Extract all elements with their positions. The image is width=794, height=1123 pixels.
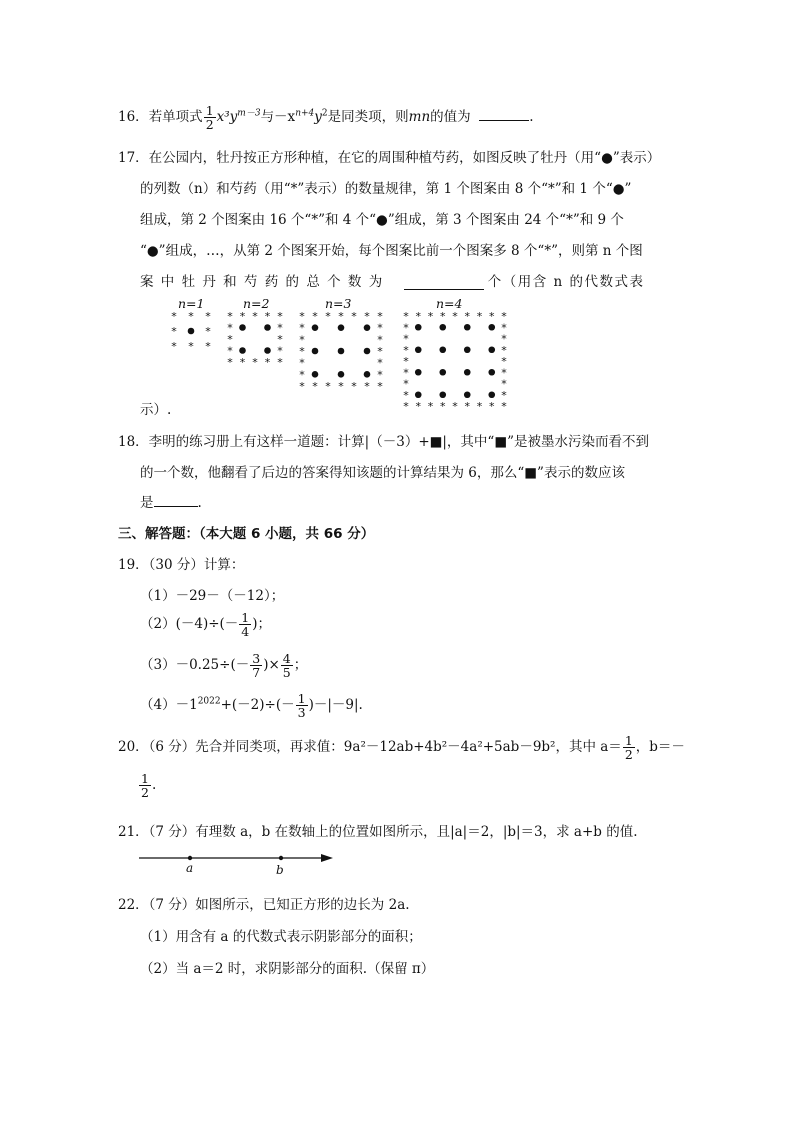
peony-dot <box>364 324 371 331</box>
peony-herb-star: * <box>501 355 507 368</box>
peony-herb-star: * <box>476 310 483 323</box>
question-18-line-3: 是 . <box>140 495 202 511</box>
peony-herb-star: * <box>501 400 507 413</box>
peony-herb-star: * <box>171 325 177 338</box>
peony-dot <box>264 324 271 331</box>
peony-dot <box>239 324 246 331</box>
question-17-line-5: 案 中 牡 丹 和 芍 药 的 总 个 数 为 个（用含 n 的代数式表 <box>140 274 645 290</box>
peony-herb-star: * <box>377 310 383 323</box>
question-19-part-1: （1）－29－（－12）； <box>140 588 285 604</box>
question-21: 21．（7 分）有理数 a，b 在数轴上的位置如图所示，且|a|＝2，|b|＝3，求 a+b 的值. <box>118 824 638 840</box>
fraction-4-5: $\frac{4}{5}$ <box>282 651 291 681</box>
figure-label-n3: n=3 <box>325 296 352 311</box>
peony-herb-star: * <box>338 310 344 323</box>
peony-herb-star: * <box>351 380 357 393</box>
peony-dot <box>439 391 446 398</box>
peony-dot <box>464 391 471 398</box>
peony-herb-star: * <box>403 332 409 346</box>
peony-herb-star: * <box>403 321 409 335</box>
peony-dot <box>312 324 319 331</box>
fraction-a-value: $\frac{1}{2}$ <box>624 733 633 763</box>
peony-herb-star: * <box>312 310 318 323</box>
question-18-line-1: 18．李明的练习册上有这样一道题：计算|（－3）+■|，其中“■”是被墨水污染而看不到 <box>118 434 649 450</box>
peony-dot <box>338 348 345 355</box>
peony-herb-star: * <box>205 310 211 323</box>
peony-herb-star: * <box>227 356 233 369</box>
peony-herb-star: * <box>325 310 331 323</box>
peony-herb-star: * <box>205 325 211 338</box>
question-22-head: 22．（7 分）如图所示，已知正方形的边长为 2a. <box>118 897 410 913</box>
peony-dot <box>415 346 422 353</box>
peony-herb-star: * <box>377 345 383 358</box>
peony-herb-star: * <box>377 368 383 382</box>
peony-herb-star: * <box>377 356 383 370</box>
peony-herb-star: * <box>403 400 409 413</box>
peony-herb-star: * <box>239 356 246 369</box>
question-17-line-6: 示）. <box>140 402 172 418</box>
peony-herb-star: * <box>476 400 483 413</box>
peony-herb-star: * <box>440 310 446 323</box>
peony-dot <box>464 324 471 331</box>
peony-herb-star: * <box>403 310 409 323</box>
peony-herb-star: * <box>299 368 305 382</box>
peony-herb-star: * <box>501 321 507 335</box>
peony-herb-star: * <box>415 310 421 323</box>
peony-herb-star: * <box>325 380 331 393</box>
peony-herb-star: * <box>364 310 370 323</box>
question-19-part-2: （2）(－4)÷(－ $\frac{1}{4}$ )； <box>140 610 272 640</box>
fraction-3-7: $\frac{3}{7}$ <box>252 651 261 681</box>
point-b <box>279 856 283 860</box>
peony-herb-star: * <box>277 321 283 335</box>
peony-herb-star: * <box>299 356 305 370</box>
peony-dot <box>488 391 495 398</box>
peony-herb-star: * <box>264 356 271 369</box>
figure-label-n2: n=2 <box>243 296 270 311</box>
point-a-label: a <box>186 861 194 875</box>
peony-herb-star: * <box>227 333 233 346</box>
peony-herb-star: * <box>464 400 470 413</box>
answer-blank-18[interactable] <box>154 496 198 507</box>
peony-dot <box>415 369 422 376</box>
question-19-part-4: $(4)-1^{2022}+(-2)\div(-$ $\frac{1}{3}$ )－|－9|. <box>140 691 363 721</box>
peony-herb-star: * <box>403 366 409 380</box>
peony-herb-star: * <box>440 400 446 413</box>
peony-dot <box>415 324 422 331</box>
peony-herb-star: * <box>403 377 409 391</box>
peony-herb-star: * <box>501 343 507 357</box>
peony-herb-star: * <box>188 310 194 323</box>
peony-herb-star: * <box>277 310 283 323</box>
peony-herb-star: * <box>299 345 305 358</box>
peony-herb-star: * <box>415 400 421 413</box>
peony-dot <box>488 324 495 331</box>
fraction-1-3: $\frac{1}{3}$ <box>297 691 306 721</box>
fraction-1-4: $\frac{1}{4}$ <box>241 610 250 640</box>
number-line-arrow <box>321 854 333 862</box>
peony-herb-star: * <box>351 310 357 323</box>
peony-herb-star: * <box>264 310 271 323</box>
peony-dot <box>264 347 271 354</box>
question-17-line-2: 的列数（n）和芍药（用“*”表示）的数量规律，第 1 个图案由 8 个“*”和 1 个“●” <box>140 181 632 197</box>
peony-herb-star: * <box>227 310 233 323</box>
peony-herb-star: * <box>312 380 318 393</box>
peony-dot <box>439 346 446 353</box>
peony-herb-star: * <box>205 340 211 353</box>
question-17-line-1: 17．在公园内，牡丹按正方形种植，在它的周围种植芍药，如图反映了牡丹（用“●”表示） <box>118 150 661 166</box>
peony-herb-star: * <box>239 310 246 323</box>
peony-dot <box>439 369 446 376</box>
peony-herb-star: * <box>299 333 305 347</box>
point-b-label: b <box>276 863 284 877</box>
peony-dot <box>488 369 495 376</box>
peony-herb-star: * <box>171 340 177 353</box>
question-22-part-2: （2）当 a＝2 时，求阴影部分的面积.（保留 π） <box>140 961 435 977</box>
peony-herb-star: * <box>227 344 233 358</box>
peony-herb-star: * <box>364 380 370 393</box>
number-line <box>135 848 345 878</box>
question-19-part-3: （3）－0.25÷(－ $\frac{3}{7}$ )× $\frac{4}{5}$ ； <box>140 651 308 681</box>
peony-herb-star: * <box>188 340 194 353</box>
question-22-part-1: （1）用含有 a 的代数式表示阴影部分的面积； <box>140 929 422 945</box>
question-18-line-2: 的一个数，他翻看了后边的答案得知该题的计算结果为 6，那么“■”表示的数应该 <box>140 465 625 481</box>
peony-herb-star: * <box>501 310 507 323</box>
peony-herb-star: * <box>464 310 470 323</box>
peony-dot <box>464 369 471 376</box>
peony-dot <box>312 348 319 355</box>
peony-herb-star: * <box>171 310 177 323</box>
peony-herb-star: * <box>277 344 283 358</box>
peony-dot <box>488 346 495 353</box>
point-a <box>188 856 192 860</box>
peony-dot <box>188 328 195 335</box>
question-20-continued: $\frac{1}{2}$ . <box>141 771 157 801</box>
peony-herb-star: * <box>403 355 409 368</box>
peony-dot <box>338 324 345 331</box>
peony-dot <box>312 371 319 378</box>
question-19-head: 19．（30 分）计算： <box>118 557 245 573</box>
peony-herb-star: * <box>377 333 383 347</box>
peony-dot <box>239 347 246 354</box>
peony-herb-star: * <box>501 366 507 380</box>
question-20: 20．（6 分）先合并同类项，再求值：9a²－12ab+4b²－4a²+5ab－9b²，其中 a＝ $\frac{1}{2}$ ，b＝－ <box>118 733 685 763</box>
peony-herb-star: * <box>377 321 383 335</box>
peony-herb-star: * <box>501 388 507 402</box>
peony-herb-star: * <box>452 310 458 323</box>
fraction-b-value: $\frac{1}{2}$ <box>141 771 149 801</box>
peony-dot <box>338 371 345 378</box>
figure-label-n1: n=1 <box>178 296 205 311</box>
fraction-one-half: $\frac{1}{2}$ <box>205 103 214 133</box>
question-17-line-4: “●”组成，…，从第 2 个图案开始，每个图案比前一个图案多 8 个“*”，则第 n 个图 <box>140 243 643 259</box>
peony-herb-star: * <box>299 321 305 335</box>
peony-herb-star: * <box>299 380 305 393</box>
question-16: 16．若单项式 $\frac{1}{2}$ $x^3y^{m-3}$与$-x^{n+4}y^2$是同类项，则mn的值为 . <box>118 103 534 133</box>
peony-herb-star: * <box>227 321 233 335</box>
peony-herb-star: * <box>277 333 283 346</box>
peony-herb-star: * <box>501 332 507 346</box>
peony-herb-star: * <box>377 380 383 393</box>
peony-herb-star: * <box>252 356 258 369</box>
peony-herb-star: * <box>489 400 495 413</box>
peony-herb-star: * <box>403 388 409 402</box>
peony-herb-star: * <box>299 310 305 323</box>
peony-herb-star: * <box>403 343 409 357</box>
peony-dot <box>415 391 422 398</box>
peony-dot <box>364 348 371 355</box>
peony-dot <box>464 346 471 353</box>
peony-dot <box>364 371 371 378</box>
peony-dot <box>439 324 446 331</box>
peony-herb-star: * <box>277 356 283 369</box>
peony-herb-star: * <box>452 400 458 413</box>
peony-herb-star: * <box>252 310 258 323</box>
section-title: 三、解答题：（本大题 6 小题，共 66 分） <box>118 526 375 542</box>
peony-herb-star: * <box>427 400 434 413</box>
peony-herb-star: * <box>501 377 507 391</box>
figure-label-n4: n=4 <box>436 296 463 311</box>
peony-herb-star: * <box>489 310 495 323</box>
peony-herb-star: * <box>427 310 434 323</box>
peony-herb-star: * <box>338 380 344 393</box>
question-17-line-3: 组成，第 2 个图案由 16 个“*”和 4 个“●”组成，第 3 个图案由 24 个“*”和 9 个 <box>140 212 624 228</box>
